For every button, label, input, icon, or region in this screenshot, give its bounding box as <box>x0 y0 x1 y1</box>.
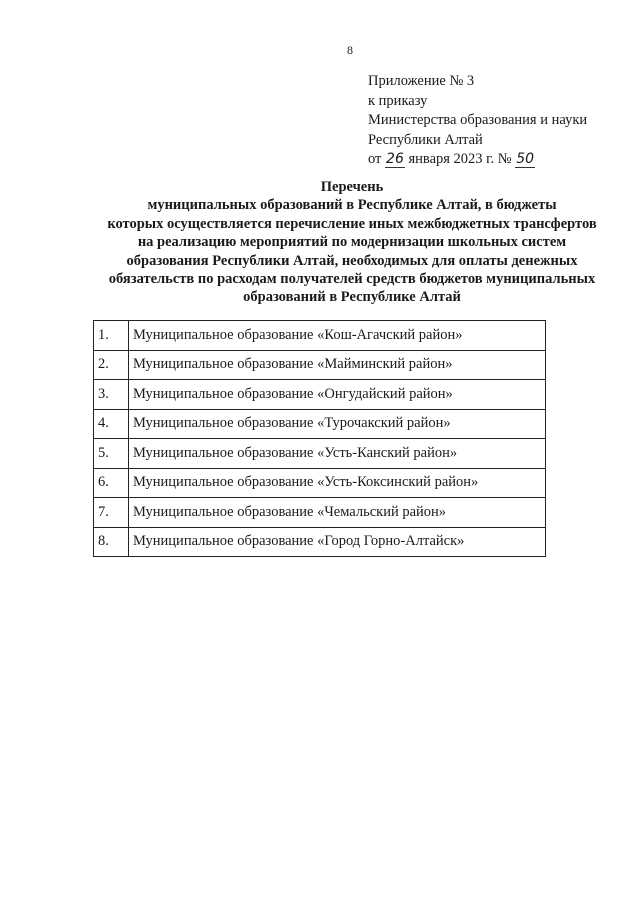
row-number: 7. <box>94 498 129 528</box>
municipality-name: Муниципальное образование «Усть-Коксинский район» <box>129 468 546 498</box>
appendix-line-4: Республики Алтай <box>368 131 483 148</box>
table-row <box>94 380 546 410</box>
date-day-handwritten: 26 <box>386 151 404 167</box>
title-line: обязательств по расходам получателей средств бюджетов муниципальных <box>108 271 596 288</box>
row-number: 4. <box>94 409 129 439</box>
row-number: 3. <box>94 380 129 410</box>
municipality-name: Муниципальное образование «Кош-Агачский район» <box>129 321 546 351</box>
municipality-name: Муниципальное образование «Чемальский район» <box>129 498 546 528</box>
title-line: образований в Республике Алтай <box>243 289 461 306</box>
document-title <box>68 178 636 307</box>
table-row <box>94 321 546 351</box>
municipality-name: Муниципальное образование «Онгудайский район» <box>129 380 546 410</box>
date-prefix: от <box>368 151 382 167</box>
appendix-line-2: к приказу <box>368 92 428 109</box>
table-row <box>94 527 546 557</box>
page-number: 8 <box>347 43 353 57</box>
row-number: 2. <box>94 350 129 380</box>
municipality-name: Муниципальное образование «Турочакский район» <box>129 409 546 439</box>
table-row <box>94 350 546 380</box>
municipality-name: Муниципальное образование «Усть-Канский район» <box>129 439 546 469</box>
table-row <box>94 439 546 469</box>
row-number: 8. <box>94 527 129 557</box>
table-row <box>94 409 546 439</box>
appendix-line-3: Министерства образования и науки <box>368 112 588 128</box>
appendix-date-line <box>368 150 587 170</box>
municipalities-table <box>93 320 546 557</box>
date-mid: января 2023 г. № <box>408 151 512 167</box>
table-row <box>94 468 546 498</box>
municipality-name: Муниципальное образование «Майминский район» <box>129 350 546 380</box>
row-number: 6. <box>94 468 129 498</box>
title-line: которых осуществляется перечисление иных межбюджетных трансфертов <box>107 215 597 232</box>
title-line: образования Республики Алтай, необходимых для оплаты денежных <box>126 252 578 269</box>
row-number: 1. <box>94 321 129 351</box>
appendix-block <box>368 72 587 170</box>
row-number: 5. <box>94 439 129 469</box>
appendix-line-1: Приложение № 3 <box>368 73 475 89</box>
table-row <box>94 498 546 528</box>
order-number-handwritten: 50 <box>516 151 535 167</box>
title-line: на реализацию мероприятий по модернизации школьных систем <box>137 234 567 251</box>
title-heading: Перечень <box>320 179 384 195</box>
municipality-name: Муниципальное образование «Город Горно-Алтайск» <box>129 527 546 557</box>
title-line: муниципальных образований в Республике Алтай, в бюджеты <box>147 197 557 214</box>
